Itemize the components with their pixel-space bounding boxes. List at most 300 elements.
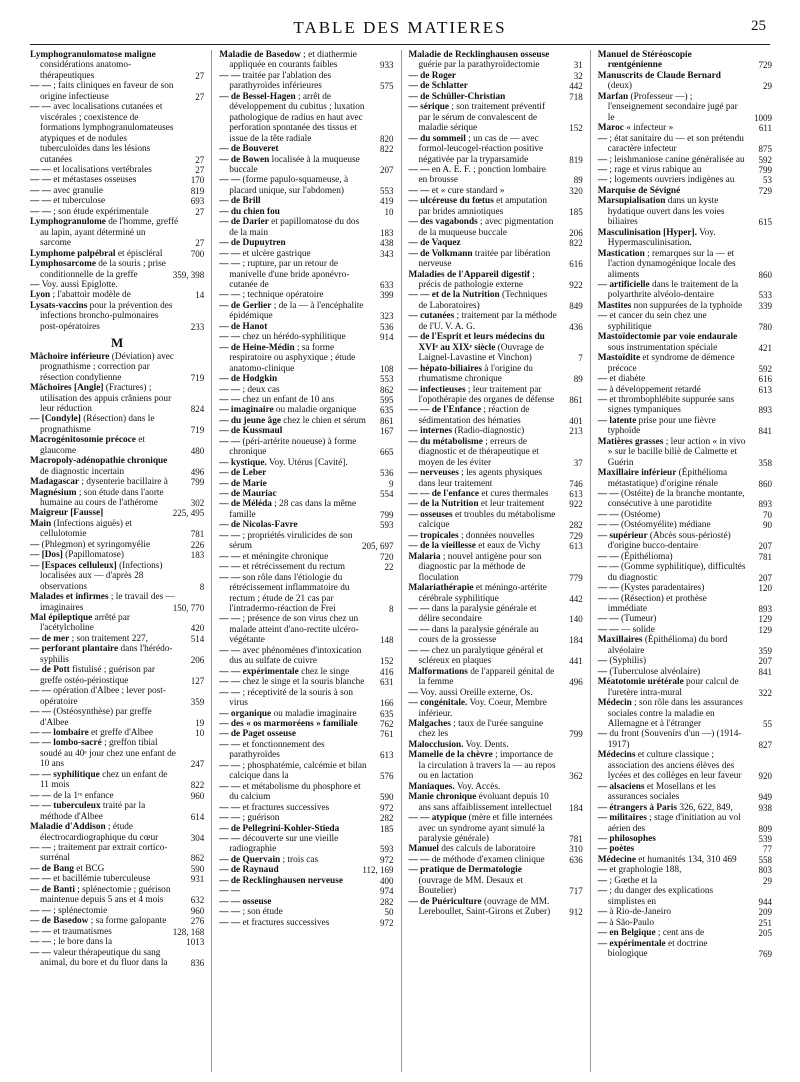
entry-page-number: 893 bbox=[758, 499, 772, 510]
entry-text: Voy. Accès. bbox=[454, 781, 501, 792]
entry-keyword: Malariathérapie bbox=[408, 583, 474, 594]
entry-keyword: — — bbox=[597, 562, 619, 573]
entry-text: (Ouvrage de Laignel-Lavastine et Vinchon) bbox=[418, 342, 544, 364]
index-entry bbox=[30, 217, 204, 248]
entry-page-number: 90 bbox=[763, 520, 772, 531]
index-entry bbox=[30, 196, 204, 206]
index-entry bbox=[409, 782, 583, 792]
entry-page-number: 19 bbox=[195, 717, 205, 728]
entry-keyword: — — bbox=[597, 593, 619, 604]
index-entry bbox=[219, 144, 393, 154]
entry-page-number: 665 bbox=[380, 447, 394, 458]
entry-page-number: 207 bbox=[758, 572, 772, 583]
entry-keyword: — de Quervain bbox=[219, 854, 281, 865]
entry-text: (Infections) localisées aux — d'après 28 observations bbox=[40, 560, 163, 592]
entry-keyword: Maxillaires bbox=[597, 635, 643, 646]
entry-text: ; technique opératoire bbox=[240, 290, 324, 301]
entry-text: et fractures successives bbox=[240, 917, 330, 928]
entry-keyword: — de Bessel-Hagen bbox=[219, 91, 296, 102]
entry-keyword: — bbox=[597, 374, 610, 385]
entry-text: (Ostéomyélite) médiane bbox=[618, 520, 711, 531]
index-entry bbox=[30, 916, 204, 926]
entry-keyword: — — et de la Nutrition bbox=[408, 290, 500, 301]
entry-text: ; splénectomie ; guérison maintenue depuis 5 ans et 4 mois bbox=[40, 884, 171, 906]
entry-page-number: 343 bbox=[380, 248, 394, 259]
entry-keyword: Lymphogranulomatose maligne bbox=[30, 50, 156, 60]
entry-keyword: — de Schlatter bbox=[408, 81, 468, 92]
entry-keyword: — — bbox=[30, 686, 51, 697]
index-entry bbox=[409, 238, 583, 248]
entry-keyword: — bbox=[597, 311, 610, 322]
entry-keyword: Lymphome palpébral bbox=[30, 248, 116, 259]
entry-page-number: 613 bbox=[569, 489, 583, 500]
index-entry bbox=[409, 437, 583, 468]
entry-text: chez un hérédo-syphilitique bbox=[240, 332, 346, 343]
entry-text: ; son traitement préventif par le sérum de convalescent de maladie sérique bbox=[418, 102, 546, 134]
entry-keyword: — — bbox=[30, 196, 51, 207]
entry-page-number: 282 bbox=[569, 520, 583, 531]
index-entry bbox=[598, 594, 772, 615]
entry-page-number: 799 bbox=[380, 509, 394, 520]
entry-keyword: — artificielle bbox=[597, 279, 650, 290]
index-entry bbox=[30, 81, 204, 102]
entry-text: fistulisé ; guérison par greffe ostéo-périostique bbox=[40, 665, 155, 686]
entry-keyword: — de la vieillesse bbox=[408, 541, 476, 552]
entry-keyword: — — lombo-sacré bbox=[30, 738, 102, 749]
index-entry bbox=[219, 897, 393, 907]
entry-page-number: 841 bbox=[758, 426, 772, 437]
index-entry bbox=[30, 634, 204, 644]
entry-page-number: 819 bbox=[190, 185, 205, 196]
index-entry bbox=[219, 322, 393, 332]
entry-page-number: 700 bbox=[190, 248, 205, 259]
entry-text: (deux) bbox=[607, 81, 633, 92]
entry-keyword: — bbox=[597, 917, 610, 928]
index-entry bbox=[598, 510, 772, 520]
entry-text: ; splénectomie bbox=[50, 905, 108, 916]
entry-text: ; phosphatémie, calcémie et bilan calcique dans la bbox=[229, 760, 367, 782]
entry-page-number: 304 bbox=[190, 832, 205, 843]
index-entry bbox=[598, 71, 772, 92]
entry-keyword: — bbox=[597, 394, 610, 405]
entry-page-number: 276 bbox=[190, 916, 205, 927]
entry-page-number: 635 bbox=[380, 405, 394, 416]
index-entry bbox=[219, 761, 393, 782]
entry-keyword: Maniaques. bbox=[408, 781, 455, 792]
entry-keyword: — bbox=[597, 175, 610, 186]
index-entry bbox=[219, 499, 393, 520]
entry-text: du front (Souvenirs d'un —) (1914-1917) bbox=[607, 729, 742, 750]
index-entry bbox=[409, 499, 583, 509]
index-entry bbox=[598, 353, 772, 374]
entry-page-number: 129 bbox=[758, 624, 772, 635]
entry-keyword: Maladie de Recklinghausen osseuse bbox=[408, 50, 550, 60]
entry-text: (Tumeur) bbox=[618, 614, 657, 625]
entry-keyword: Méatotomie urétérale bbox=[597, 677, 684, 688]
entry-text: ; du danger des explications simplistes en bbox=[607, 886, 714, 907]
entry-page-number: 27 bbox=[195, 238, 205, 249]
index-entry bbox=[598, 729, 772, 750]
entry-text: arrêté par l'acétylcholine bbox=[40, 613, 130, 634]
entry-text: et rétrécissement du rectum bbox=[240, 562, 345, 573]
entry-page-number: 53 bbox=[763, 175, 772, 186]
entry-page-number: 862 bbox=[380, 384, 394, 395]
entry-text: Voy. Hypermasculinisation. bbox=[607, 227, 716, 249]
entry-text: de l'homme, greffé au lapin, ayant déterminé un sarcome bbox=[40, 217, 179, 249]
entry-keyword: — bbox=[597, 729, 610, 740]
index-entry bbox=[409, 865, 583, 896]
entry-page-number: 590 bbox=[190, 863, 205, 874]
entry-text: ; de la — à l'encéphalite épidémique bbox=[229, 300, 364, 322]
index-entry bbox=[30, 414, 204, 435]
entry-page-number: 166 bbox=[380, 698, 394, 709]
index-entry bbox=[30, 613, 204, 634]
index-entry bbox=[598, 614, 772, 624]
entry-page-number: 29 bbox=[763, 81, 772, 92]
entry-page-number: 27 bbox=[195, 70, 205, 81]
entry-page-number: 359 bbox=[190, 696, 205, 707]
index-entry bbox=[598, 531, 772, 552]
entry-text: ; greffon tibial soudé au 40ᵉ jour chez une enfant de 10 ans bbox=[40, 738, 176, 770]
index-entry bbox=[409, 552, 583, 583]
entry-keyword: Maxillaire inférieur bbox=[597, 468, 677, 479]
entry-page-number: 27 bbox=[195, 164, 205, 175]
entry-text: en A. E. F. ; ponction lombaire en brousse bbox=[418, 164, 546, 186]
index-entry bbox=[598, 583, 772, 593]
entry-text: découverte sur une vieille radiographie bbox=[229, 833, 339, 855]
entry-text: et traumatismes bbox=[50, 926, 112, 937]
entry-text: et épiscléral bbox=[115, 248, 163, 259]
entry-page-number: 514 bbox=[190, 633, 205, 644]
entry-keyword: — organique bbox=[219, 708, 272, 719]
index-entry bbox=[598, 552, 772, 562]
entry-page-number: 769 bbox=[758, 948, 772, 959]
entry-text: avec granulie bbox=[50, 185, 104, 196]
index-entry bbox=[30, 937, 204, 947]
index-entry bbox=[598, 813, 772, 834]
entry-page-number: 225, 495 bbox=[172, 508, 205, 519]
entry-page-number: 931 bbox=[190, 874, 205, 885]
entry-text: ; traitement par la méthode de l'U. V. A. G. bbox=[418, 311, 557, 332]
index-entry bbox=[219, 562, 393, 572]
entry-keyword: — [Espaces celluleux] bbox=[30, 560, 117, 571]
entry-keyword: — militaires bbox=[597, 813, 647, 824]
entry-page-number: 1009 bbox=[754, 112, 772, 123]
entry-page-number: 1013 bbox=[186, 937, 205, 948]
entry-keyword: — des « os marmoréens » familiale bbox=[219, 719, 358, 729]
entry-text: (Déviation) avec prognathisme ; correction par résection condylienne bbox=[40, 351, 174, 383]
entry-text: et greffe d'Albee bbox=[88, 728, 153, 738]
index-entry bbox=[219, 614, 393, 645]
entry-text: — solide bbox=[618, 624, 655, 635]
index-entry bbox=[219, 249, 393, 259]
entry-page-number: 553 bbox=[380, 374, 394, 385]
entry-page-number: 803 bbox=[758, 865, 772, 876]
entry-keyword: Mastoïdectomie par voie endaurale bbox=[597, 332, 738, 343]
entry-page-number: 590 bbox=[380, 792, 394, 803]
index-entry bbox=[598, 123, 772, 133]
entry-text: ; réceptivité de la souris à son virus bbox=[229, 687, 353, 709]
index-entry bbox=[30, 352, 204, 383]
entry-page-number: 974 bbox=[380, 886, 394, 897]
entry-text: (Résection) dans le prognathisme bbox=[40, 414, 155, 435]
index-entry bbox=[30, 665, 204, 686]
entry-keyword: — — bbox=[597, 520, 619, 531]
entry-page-number: 50 bbox=[384, 907, 394, 918]
entry-page-number: 8 bbox=[389, 604, 394, 615]
entry-keyword: — internes bbox=[408, 426, 453, 437]
entry-page-number: 824 bbox=[190, 403, 205, 414]
index-entry bbox=[30, 280, 204, 290]
entry-page-number: 10 bbox=[384, 206, 394, 217]
entry-text: ; stage d'initiation au vol aérien des bbox=[607, 813, 741, 834]
entry-keyword: — — de l'enfance bbox=[408, 489, 479, 500]
section-letter: M bbox=[110, 335, 124, 351]
entry-text: (Kystes paradentaires) bbox=[618, 583, 705, 594]
index-entry bbox=[409, 196, 583, 217]
entry-text: ; erreurs de diagnostic et de thérapeutique et moyen de les éviter bbox=[418, 436, 539, 468]
entry-keyword: Mastites bbox=[597, 300, 632, 311]
entry-text: ; taux de l'urée sanguine chez les bbox=[418, 719, 544, 740]
entry-text: ; sa forme galopante bbox=[88, 916, 167, 927]
index-entry bbox=[598, 782, 772, 803]
entry-keyword: Malades et infirmes bbox=[30, 592, 109, 603]
entry-text: ; trois cas bbox=[280, 854, 319, 865]
entry-text: ; état sanitaire du — et son prétendu caractère infecteur bbox=[607, 133, 744, 155]
entry-keyword: — — bbox=[219, 907, 241, 918]
index-entry bbox=[409, 134, 583, 165]
index-columns bbox=[30, 50, 772, 1072]
entry-page-number: 849 bbox=[569, 300, 583, 311]
entry-page-number: 960 bbox=[190, 905, 205, 916]
index-entry bbox=[409, 750, 583, 781]
entry-keyword: — bbox=[597, 865, 610, 876]
index-entry bbox=[30, 175, 204, 185]
entry-keyword: Lysats-vaccins bbox=[30, 300, 88, 311]
entry-page-number: 209 bbox=[758, 907, 772, 918]
index-entry bbox=[409, 102, 583, 133]
index-entry bbox=[598, 656, 772, 666]
entry-text: Voy. aussi Epiglotte. bbox=[41, 279, 118, 290]
entry-text: chez un paralytique général et scléreux en plaques bbox=[418, 645, 544, 667]
entry-page-number: 827 bbox=[758, 739, 772, 750]
entry-text: et ulcère gastrique bbox=[240, 248, 311, 259]
entry-text: avec localisations cutanées et viscérales ; coexistence de formations lymphogranulomateuses atypiques et de nodules tuberculoïdes dans les lésions cutanées bbox=[40, 102, 174, 165]
index-entry bbox=[598, 625, 772, 635]
entry-page-number: 205 bbox=[758, 928, 772, 939]
entry-keyword: — de mer bbox=[30, 633, 70, 644]
entry-keyword: — — expérimentale bbox=[219, 666, 299, 677]
entry-page-number: 322 bbox=[758, 687, 772, 698]
entry-keyword: — — bbox=[219, 760, 241, 771]
entry-keyword: Masculinisation [Hyper]. bbox=[597, 227, 697, 238]
entry-text: et méningite chronique bbox=[240, 551, 329, 562]
index-entry bbox=[409, 385, 583, 406]
entry-page-number: 436 bbox=[569, 321, 583, 332]
entry-keyword: — bbox=[597, 133, 610, 144]
entry-page-number: 631 bbox=[380, 677, 394, 688]
entry-keyword: — — bbox=[219, 332, 241, 343]
entry-text: ; son étude bbox=[240, 907, 283, 918]
index-entry bbox=[409, 583, 583, 604]
entry-page-number: 9 bbox=[389, 478, 394, 489]
index-entry bbox=[219, 646, 393, 667]
entry-text: et doctrine biologique bbox=[607, 938, 708, 959]
entry-keyword: — tropicales bbox=[408, 530, 459, 541]
entry-keyword: — de Nicolas-Favre bbox=[219, 520, 298, 531]
entry-keyword: Mal épileptique bbox=[30, 613, 93, 624]
entry-keyword: Mâchoire inférieure bbox=[30, 351, 110, 362]
index-entry bbox=[30, 488, 204, 509]
entry-page-number: 183 bbox=[380, 227, 394, 238]
entry-text: ; faits cliniques en faveur de son origine infectieuse bbox=[40, 81, 174, 102]
entry-text: à Rio-de-Janeiro bbox=[609, 907, 672, 918]
entry-text: ; données nouvelles bbox=[458, 530, 535, 541]
entry-page-number: 799 bbox=[190, 477, 205, 488]
index-entry bbox=[598, 562, 772, 583]
entry-keyword: — du chien fou bbox=[219, 206, 280, 217]
entry-text: ; réaction de sédimentation des hématies bbox=[418, 405, 530, 426]
entry-page-number: 170 bbox=[190, 175, 205, 186]
entry-page-number: 233 bbox=[190, 321, 205, 332]
entry-text: de la souris ; prise conditionnelle de la greffe bbox=[40, 259, 166, 280]
entry-keyword: — sérique bbox=[408, 102, 450, 113]
index-entry bbox=[30, 550, 204, 560]
page-title: TABLE DES MATIERES bbox=[293, 18, 507, 37]
index-entry bbox=[598, 92, 772, 123]
entry-keyword: — de Méléda bbox=[219, 499, 272, 510]
entry-text: évoluant depuis 10 ans sans affaiblissement intellectuel bbox=[418, 792, 552, 813]
entry-page-number: 152 bbox=[569, 123, 583, 134]
entry-page-number: 77 bbox=[763, 844, 772, 855]
index-entry bbox=[409, 844, 583, 854]
entry-keyword: — de Raynaud bbox=[219, 865, 279, 876]
entry-keyword: Matières grasses bbox=[597, 436, 664, 447]
entry-page-number: 359 bbox=[758, 645, 772, 656]
entry-keyword: — de Pellegrini-Kohler-Stieda bbox=[219, 823, 340, 834]
index-entry bbox=[598, 134, 772, 155]
entry-keyword: — — bbox=[597, 614, 619, 625]
entry-page-number: 536 bbox=[380, 321, 394, 332]
index-entry bbox=[409, 625, 583, 646]
index-entry bbox=[30, 885, 204, 906]
entry-page-number: 416 bbox=[380, 666, 394, 677]
entry-keyword: — bbox=[597, 907, 610, 918]
entry-page-number: 635 bbox=[380, 708, 394, 719]
entry-text: ; sa forme respiratoire ou asphyxique ; étude anatomo-clinique bbox=[229, 342, 356, 374]
entry-text: et diabète bbox=[609, 374, 646, 385]
index-entry bbox=[219, 824, 393, 834]
entry-page-number: 875 bbox=[758, 144, 772, 155]
index-entry bbox=[30, 435, 204, 456]
entry-keyword: — de Kussmaul bbox=[219, 426, 283, 437]
entry-text: ; son étude expérimentale bbox=[50, 206, 149, 217]
entry-page-number: 762 bbox=[380, 719, 394, 729]
entry-text: (Syphilis) bbox=[609, 656, 647, 667]
entry-page-number: 185 bbox=[569, 206, 583, 217]
entry-keyword: — — bbox=[30, 102, 51, 113]
entry-keyword: Manuel bbox=[408, 844, 439, 855]
index-entry bbox=[30, 770, 204, 791]
index-entry bbox=[219, 834, 393, 855]
entry-keyword: — de Gerlier bbox=[219, 300, 272, 311]
index-entry bbox=[219, 238, 393, 248]
index-entry bbox=[409, 92, 583, 102]
entry-page-number: 205, 697 bbox=[362, 541, 394, 552]
entry-page-number: 920 bbox=[758, 771, 772, 782]
index-entry bbox=[219, 677, 393, 687]
entry-text: ; logements ouvriers indigènes au bbox=[609, 175, 735, 186]
entry-text: et graphologie 188, bbox=[609, 865, 682, 876]
index-entry bbox=[598, 698, 772, 729]
entry-page-number: 912 bbox=[569, 907, 583, 918]
index-entry bbox=[409, 50, 583, 71]
entry-keyword: — — bbox=[219, 384, 241, 395]
entry-page-number: 693 bbox=[190, 196, 205, 207]
entry-keyword: — de Roger bbox=[408, 70, 457, 81]
entry-text: et culture classique ; association des anciens élèves des lycées et des collèges en leur faveur bbox=[607, 750, 742, 782]
entry-text: chez un enfant de 10 ans bbox=[240, 394, 335, 405]
index-entry bbox=[30, 801, 204, 822]
entry-keyword: — nerveuses bbox=[408, 468, 459, 479]
entry-page-number: 251 bbox=[758, 917, 772, 928]
entry-keyword: — des vagabonds bbox=[408, 217, 478, 228]
index-entry bbox=[598, 918, 772, 928]
index-column-3 bbox=[401, 50, 590, 1072]
entry-keyword: Médecine bbox=[597, 854, 636, 865]
entry-keyword: Manie chronique bbox=[408, 792, 477, 803]
entry-keyword: — — bbox=[219, 739, 241, 750]
entry-page-number: 949 bbox=[758, 792, 772, 803]
entry-page-number: 614 bbox=[190, 811, 205, 822]
entry-keyword: — — bbox=[597, 509, 619, 520]
entry-page-number: 206 bbox=[569, 227, 583, 238]
entry-page-number: 636 bbox=[569, 854, 583, 865]
entry-page-number: 442 bbox=[569, 593, 583, 604]
entry-keyword: — de Leber bbox=[219, 468, 267, 479]
entry-text: (ouvrage de MM. Desaux et Boutelier) bbox=[418, 875, 524, 897]
entry-text: ; le bore dans la bbox=[50, 937, 113, 948]
index-entry bbox=[219, 217, 393, 238]
entry-page-number: 860 bbox=[758, 478, 772, 489]
entry-page-number: 836 bbox=[190, 957, 205, 968]
index-entry bbox=[219, 886, 393, 896]
entry-text: de diagnostic incertain bbox=[40, 466, 125, 477]
entry-text: (Ostéite) de la branche montante, consécutive à une parotidite bbox=[607, 489, 745, 510]
index-entry bbox=[219, 50, 393, 71]
entry-text: avec phénomènes d'intoxication dus au sulfate de cuivre bbox=[229, 645, 362, 667]
entry-page-number: 55 bbox=[763, 719, 772, 729]
entry-page-number: 861 bbox=[380, 415, 394, 426]
index-entry bbox=[219, 865, 393, 875]
entry-page-number: 184 bbox=[569, 802, 583, 813]
entry-text: ; un cas de — avec formol-leucogel-réaction positive négativée par la tryparsamide bbox=[418, 133, 544, 165]
entry-keyword: — de Dupuytren bbox=[219, 238, 286, 249]
entry-text: son rôle dans l'étiologie du rétrécissement inflammatoire du rectum ; étude de 21 cas par l'intradermo-réaction de Frei bbox=[229, 572, 350, 615]
entry-text: pour la prévention des infections broncho-pulmonaires post-opératoires bbox=[40, 300, 173, 332]
entry-keyword: — — bbox=[408, 164, 430, 175]
entry-text: et BCG bbox=[73, 863, 105, 874]
entry-text: à l'origine du rhumatisme chronique bbox=[418, 363, 533, 385]
entry-text: considérations anatomo-thérapeutiques bbox=[40, 60, 132, 81]
entry-page-number: 8 bbox=[199, 581, 205, 592]
entry-page-number: 207 bbox=[380, 164, 394, 175]
index-entry bbox=[219, 385, 393, 395]
entry-keyword: Médecins bbox=[597, 750, 636, 761]
entry-text: et métabolisme du phosphore et du calcium bbox=[229, 781, 361, 803]
header-rule bbox=[30, 44, 770, 45]
entry-keyword: — pratique de Dermatologie bbox=[408, 865, 522, 876]
